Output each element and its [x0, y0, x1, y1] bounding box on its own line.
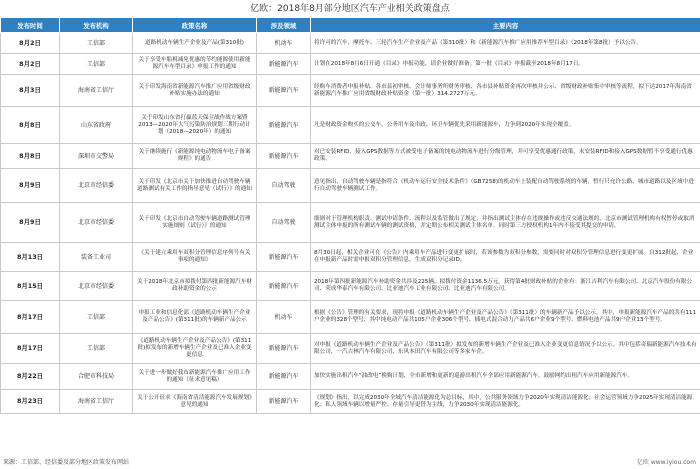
row-policy: 关于印发山东省打赢蓝天保卫战作战方案暨2013—2020年大气污染防治规划三期行动计划（2018—2020年）的通知 — [133, 107, 257, 144]
table-row — [1, 107, 700, 144]
row-policy: 道路机动车辆生产企业及产品(第310批) — [133, 33, 257, 54]
policy-table — [0, 17, 700, 414]
row-org: 工信部 — [60, 334, 133, 364]
row-policy: 关于进一步做好我市新能源汽车推广应用工作的通知（征求意见稿） — [133, 364, 257, 390]
row-field: 新能源汽车 — [257, 75, 311, 107]
row-content: 2018年第四批新能源汽车补助资金共涉及225辆，拟拨付资金1136.5万元。获得第4批财政补贴的企业有：浙江吉利汽车有限公司、北京汽车股份有限公司、荣成华泰汽车有限公司、比亚迪汽车工业有限公司、比亚迪汽车有限公司。 — [311, 272, 700, 301]
row-field: 自动驾驶 — [257, 203, 311, 243]
row-date: 8月17日 — [1, 334, 60, 364]
row-date: 8月13日 — [1, 243, 60, 272]
row-field: 新能源汽车 — [257, 272, 311, 301]
table-row — [1, 203, 700, 243]
row-content: 对申报《道路机动车辆生产企业及产品公告》（第311批）拟发布的新增车辆生产企业及已准入企业变更信息情况予以公示。其中包括奇瑞新能源汽车技术有限公司、一汽吉林汽车有限公司、东风本田汽车有限公司等多家车企。 — [311, 334, 700, 364]
header-field: 涉及领域 — [257, 18, 311, 33]
row-field: 自动驾驶 — [257, 169, 311, 203]
row-org: 山东省政府 — [60, 107, 133, 144]
header-policy: 政策名称 — [133, 18, 257, 33]
row-field: 机动车 — [257, 33, 311, 54]
row-date: 8月9日 — [1, 169, 60, 203]
table-row — [1, 272, 700, 301]
row-policy: 关于2018年北京市拟拨付第四批新能源汽车财政补助资金的公示 — [133, 272, 257, 301]
row-content: 计划在2018年8月6日开通《目录》申报功能，请企业做好准备。第一批《目录》申报截至2018年8月17日。 — [311, 54, 700, 75]
row-field: 新能源汽车 — [257, 243, 311, 272]
row-content: 加快实施出租汽车“油改电”换购计划，全市新增和更新的巡游出租汽车全部应用新能源汽车，鼓励网约出租汽车应用新能源汽车。 — [311, 364, 700, 390]
table-row — [1, 144, 700, 169]
row-policy: 关于享受车船税减免优惠的节约能源使用新能源汽车车型目录》申报工作的通知 — [133, 54, 257, 75]
row-field: 新能源汽车 — [257, 144, 311, 169]
table-row — [1, 364, 700, 390]
table-row — [1, 169, 700, 203]
row-policy: 关于印发海南省新能源汽车推广应用省级财政补贴实施办法的通知 — [133, 75, 257, 107]
row-org: 工信部 — [60, 301, 133, 334]
row-date: 8月2日 — [1, 54, 60, 75]
source-note: 来源：工信部、经信委及部分地区政策发布网站 — [3, 459, 130, 466]
row-policy: 关于继续施行《新能源纯电动物流车电子备案规程》的通告 — [133, 144, 257, 169]
row-policy: 申报工业和信息化部《道路机动车辆生产企业及产品公告》(第311批)的车辆新产品公示 — [133, 301, 257, 334]
row-date: 8月2日 — [1, 33, 60, 54]
row-field: 新能源汽车 — [257, 54, 311, 75]
row-date: 8月9日 — [1, 203, 60, 243]
row-field: 新能源汽车 — [257, 107, 311, 144]
row-date: 8月15日 — [1, 272, 60, 301]
row-content: 《规划》指出，以完成2030年全域汽车清洁能源化为总目标，其中，公共服务领域力争2020年实现清洁能源化；社会运营领域力争2025年实现清洁能源化；私人领域车辆以增量严控、存量引导更替为主线，力争2030年实现清洁能源化。 — [311, 390, 700, 414]
row-field: 新能源汽车 — [257, 334, 311, 364]
row-content: 凡是财政资金购买的公交车、公务用车及市政、环卫车辆优先采用新能源车，力争到2020年实现全覆盖。 — [311, 107, 700, 144]
table-row — [1, 33, 700, 54]
row-content: 细则对于管理机构职责、测试申请条件、流程以及监管做出了规定，并指出测试主体存在违规操作或违反交通法规的，北京市测试管理机构有权暂停或取消测试主体申报的所有测试车辆的测试资格，并定期公布相关测试主体名单。同时第三方授权机构1年内不接受其提交的申请。 — [311, 203, 700, 243]
page-title: 亿欧：2018年8月部分地区汽车产业相关政策盘点 — [250, 4, 450, 14]
row-date: 8月23日 — [1, 390, 60, 414]
header-date: 发布时间 — [1, 18, 60, 33]
table-row — [1, 334, 700, 364]
row-date: 8月22日 — [1, 364, 60, 390]
row-policy: 《关于建立乘用车双积分管理信息序列号有关事项的通知》 — [133, 243, 257, 272]
row-content: 8月30日起，相关企业可在《公告》内乘用车产品进行变更扩展时，若该参数为双积分参数，需要同时对双积分管理信息进行变更扩展。自312批起，企业在申报新产品时需申报双积分管理信息，生成双积分记录ID。 — [311, 243, 700, 272]
row-org: 北京市经信委 — [60, 272, 133, 301]
row-date: 8月17日 — [1, 301, 60, 334]
row-policy: 关于印发《北京市关于加快推进自动驾驶车辆道路测试有关工作的指导意见（试行）》的通知 — [133, 169, 257, 203]
row-field: 新能源汽车 — [257, 364, 311, 390]
footer — [0, 457, 700, 469]
row-date: 8月8日 — [1, 144, 60, 169]
row-org: 北京市经信委 — [60, 169, 133, 203]
row-content: 意见指出，自动驾驶车辆是指符合《机动车运行安全技术条件》（GB7258)的机动车上装配自动驾驶系统的车辆，暂行只允许公路、城市道路以及区域中进行自动驾驶车辆测试工作。 — [311, 169, 700, 203]
row-field: 机动车 — [257, 301, 311, 334]
row-org: 装备工业司 — [60, 243, 133, 272]
row-org: 工信部 — [60, 33, 133, 54]
row-org: 深圳市交警局 — [60, 144, 133, 169]
row-date: 8月8日 — [1, 107, 60, 144]
row-org: 合肥市科技局 — [60, 364, 133, 390]
row-policy: 关于公开征求《海南省清洁能源汽车发展规划》意见的通知 — [133, 390, 257, 414]
header-content: 主要内容 — [311, 18, 700, 33]
brand-watermark: 亿欧 www.iyiou.com — [636, 459, 696, 466]
table-row — [1, 301, 700, 334]
header-org: 发布机构 — [60, 18, 133, 33]
row-content: 将许可的汽车、摩托车、三轮汽车生产企业及产品（第310批）和《新能源汽车推广应用推荐车型目录》（2018年第8批）予以公告。 — [311, 33, 700, 54]
row-org: 海南省工信厅 — [60, 390, 133, 414]
row-org: 工信部 — [60, 54, 133, 75]
row-content: 经购车消费者申报补贴、各市县初审核、会计师事务所财务审核、各市县补贴资金再次审核并公示、省级财政补贴集中审核等流程，拟下达2017年海南省新能源汽车推广应用省级财政补贴资金（第一批）314.2727万元。 — [311, 75, 700, 107]
table-row — [1, 243, 700, 272]
table-header-row — [1, 18, 700, 33]
row-content: 根据《公告》管理的有关要求，现将申报《道路机动车辆生产企业及产品公告》（第311批）的车辆新产品予以公示。其中，申报新能源汽车产品的共有111户企业的328个型号，其中纯电动产品共105户企业306个型号、插电式混合动力产品共6户企业9个型号、燃料电池产品共9户企业13个型号。 — [311, 301, 700, 334]
row-org: 海南省工信厅 — [60, 75, 133, 107]
row-policy: 关于印发《北京市自动驾驶车辆道路测试管理实施细则（试行）》的通知 — [133, 203, 257, 243]
table-row — [1, 390, 700, 414]
table-row — [1, 75, 700, 107]
table-row — [1, 54, 700, 75]
row-field: 新能源汽车 — [257, 390, 311, 414]
row-policy: 《道路机动车辆生产企业及产品公告》(第311批)拟发布的新增车辆生产企业及已准入企业变更信息 — [133, 334, 257, 364]
row-date: 8月3日 — [1, 75, 60, 107]
row-org: 北京市经信委 — [60, 203, 133, 243]
row-content: 对已安装RFID、接入GPS数据等方式被受电子备案的纯电动物流车进行分级管理，并可享受优惠通行政策，未安装RFID和接入GPS数据暂不享受通行优惠政策。 — [311, 144, 700, 169]
